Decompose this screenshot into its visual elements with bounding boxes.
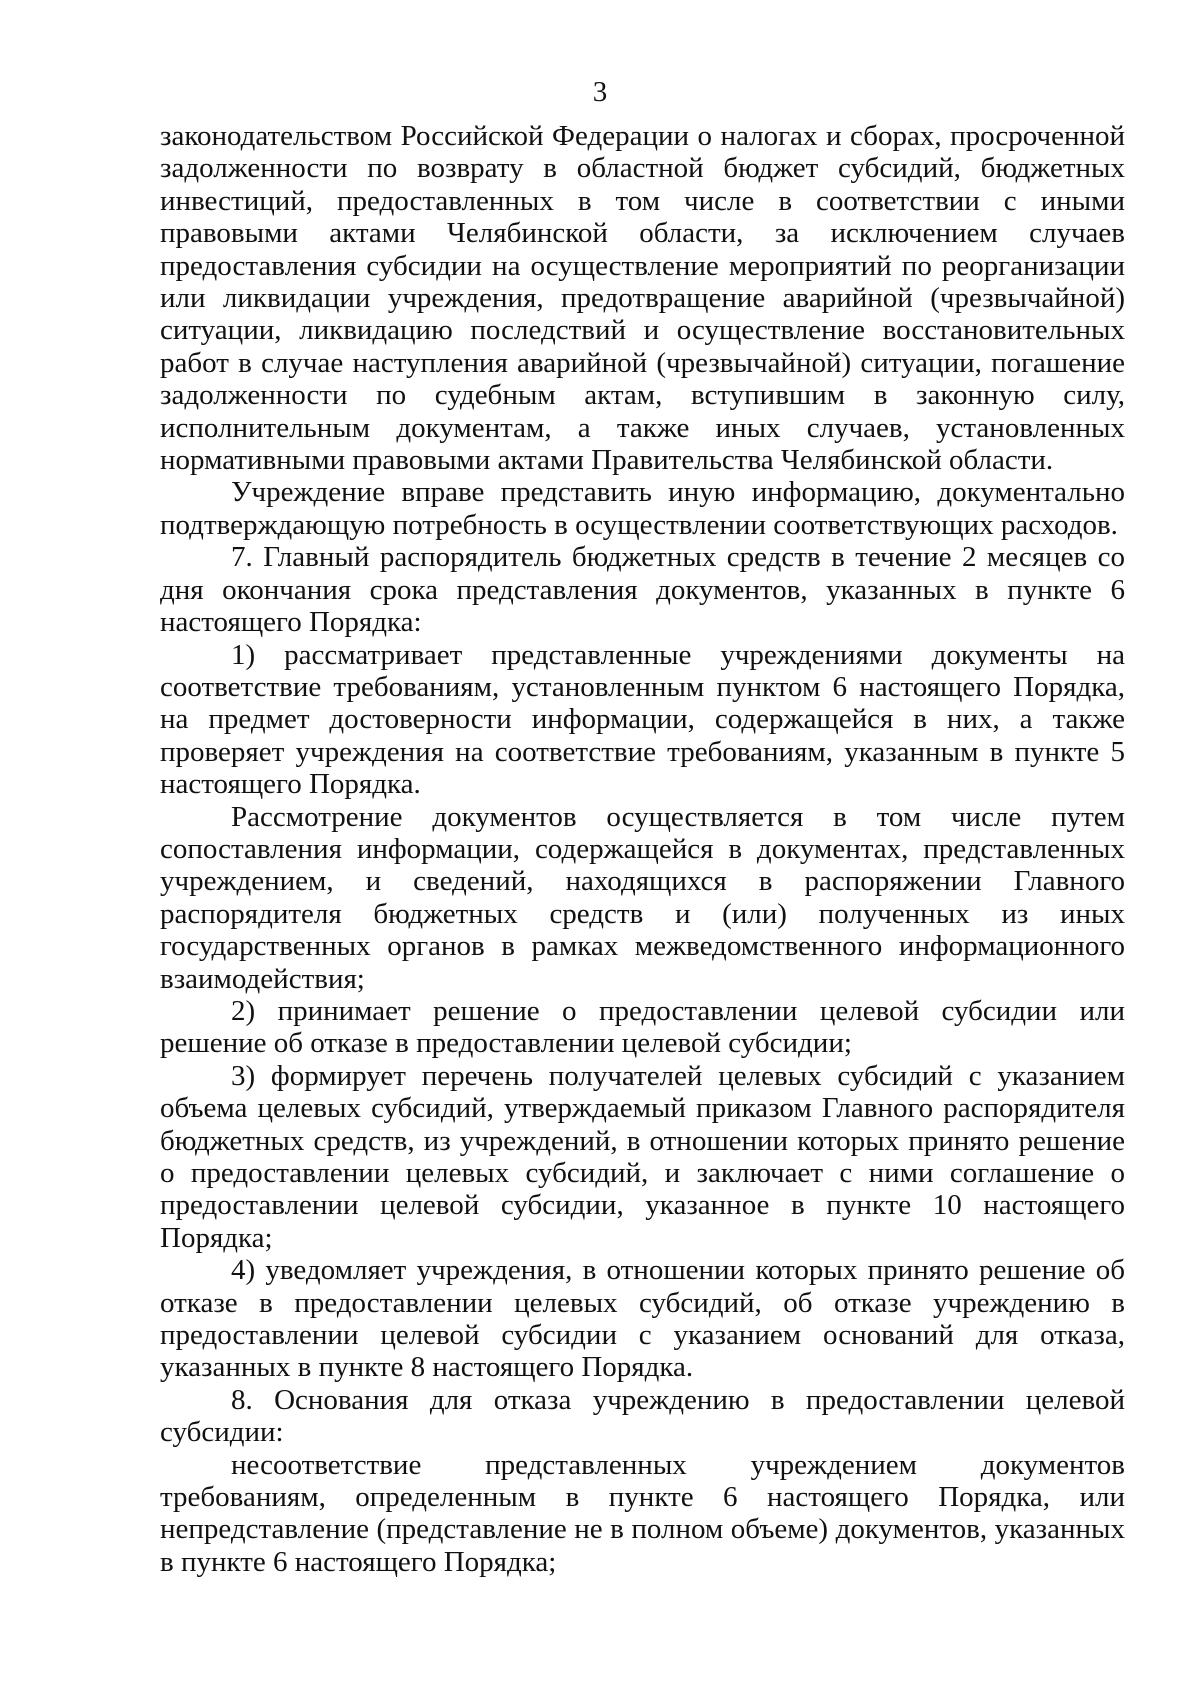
- paragraph-subitem-4: 4) уведомляет учреждения, в отношении которых принято решение об отказе в предоставлении целевых субсидий, об отказе учреждению в предоставлении целевой субсидии с указанием оснований для отказа, указанных в пункте 8 настоящего Порядка.: [160, 1254, 1125, 1384]
- paragraph-item-7: 7. Главный распорядитель бюджетных средств в течение 2 месяцев со дня окончания срока представления документов, указанных в пункте 6 настоящего Порядка:: [160, 541, 1125, 639]
- paragraph-item-8: 8. Основания для отказа учреждению в предоставлении целевой субсидии:: [160, 1383, 1125, 1449]
- document-body: [160, 120, 1125, 1578]
- paragraph-subitem-3: 3) формирует перечень получателей целевых субсидий с указанием объема целевых субсидий, утверждаемый приказом Главного распорядителя бюджетных средств, из учреждений, в отношении которых принято решение о предоставлении целевых субсидий, и заключает с ними соглашение о предоставлении целевой субсидии, указанное в пункте 10 настоящего Порядка;: [160, 1059, 1125, 1254]
- paragraph-document-review: Рассмотрение документов осуществляется в том числе путем сопоставления информации, содержащейся в документах, представленных учреждением, и сведений, находящихся в распоряжении Главного распорядителя бюджетных средств и (или) полученных из иных государственных органов в рамках межведомственного информационного взаимодействия;: [160, 800, 1125, 995]
- paragraph-subitem-2: 2) принимает решение о предоставлении целевой субсидии или решение об отказе в предоставлении целевой субсидии;: [160, 994, 1125, 1060]
- paragraph-subitem-1: 1) рассматривает представленные учреждениями документы на соответствие требованиям, установленным пунктом 6 настоящего Порядка, на предмет достоверности информации, содержащейся в них, а также проверяет учреждения на соответствие требованиям, указанным в пункте 5 настоящего Порядка.: [160, 638, 1125, 801]
- paragraph-refusal-ground: несоответствие представленных учреждением документов требованиям, определенным в пункте 6 настоящего Порядка, или непредставление (представление не в полном объеме) документов, указанных в пункте 6 настоящего Порядка;: [160, 1448, 1125, 1578]
- paragraph-additional-info: Учреждение вправе представить иную информацию, документально подтверждающую потребность в осуществлении соответствующих расходов.: [160, 476, 1125, 541]
- page-number: 3: [592, 76, 608, 108]
- paragraph-continuation: законодательством Российской Федерации о налогах и сборах, просроченной задолженности по возврату в областной бюджет субсидий, бюджетных инвестиций, предоставленных в том числе в соответствии с иными правовыми актами Челябинской области, за исключением случаев предоставления субсидии на осуществление мероприятий по реорганизации или ликвидации учреждения, предотвращение аварийной (чрезвычайной) ситуации, ликвидацию последствий и осуществление восстановительных работ в случае наступления аварийной (чрезвычайной) ситуации, погашение задолженности по судебным актам, вступившим в законную силу, исполнительным документам, а также иных случаев, установленных нормативными правовыми актами Правительства Челябинской области.: [160, 120, 1125, 477]
